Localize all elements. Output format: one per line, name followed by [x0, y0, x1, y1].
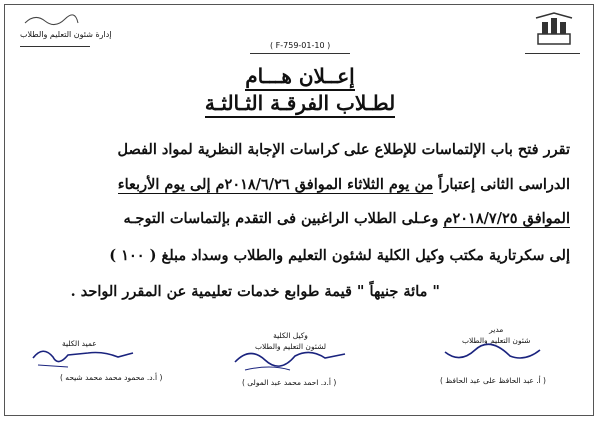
body-line: الموافق ٢٠١٨/٧/٢٥م وعـلى الطلاب الراغبين فى التقدم بإلتماسات التوجـه	[123, 210, 570, 227]
date-range-start: من يوم الثلاثاء الموافق ٢٠١٨/٦/٢٦م إلى يوم الأربعاء	[117, 176, 434, 193]
divider	[20, 46, 90, 47]
dean-signature	[28, 343, 138, 373]
department-label: إدارة شئون التعليم والطلاب	[20, 30, 112, 39]
divider	[250, 53, 350, 54]
announcement-subtitle: لطـلاب الفرقـة الثـالثـة	[0, 91, 600, 115]
body-line: " مائة جنيهاً " قيمة طوابع خدمات تعليمية عن المقرر الواحد .	[70, 283, 440, 300]
vice-dean-name: ( أ.د. احمد محمد عبد المولى )	[242, 378, 337, 387]
date-range-end: الموافق ٢٠١٨/٧/٢٥م	[443, 210, 570, 227]
director-name: ( أ. عبد الحافظ على عبد الحافظ )	[440, 376, 546, 385]
announcement-title: إعــلان هـــام	[0, 64, 600, 88]
dean-title: عميد الكلية	[62, 339, 97, 348]
body-line: إلى سكرتارية مكتب وكيل الكلية لشئون التعليم والطلاب وسداد مبلغ ( ١٠٠ )	[109, 247, 570, 264]
form-code: ( F-759-01-10 )	[270, 41, 331, 50]
vice-dean-signature	[230, 342, 350, 376]
director-signature	[440, 340, 550, 370]
body-line: تقرر فتح باب الإلتماسات للإطلاع على كراسات الإجابة النظرية لمواد الفصل	[117, 141, 570, 158]
vice-dean-title: وكيل الكلية لشئون التعليم والطلاب	[255, 331, 327, 351]
divider	[525, 53, 580, 54]
stamp-mark	[20, 11, 80, 29]
dean-name: ( أ.د. محمود محمد محمد شيحه )	[60, 373, 163, 382]
body-line: الدراسى الثانى إعتباراً من يوم الثلاثاء الموافق ٢٠١٨/٦/٢٦م إلى يوم الأربعاء	[117, 176, 570, 193]
director-title: مدير شئون التعليم والطلاب	[462, 325, 531, 345]
university-logo-icon	[534, 12, 574, 48]
